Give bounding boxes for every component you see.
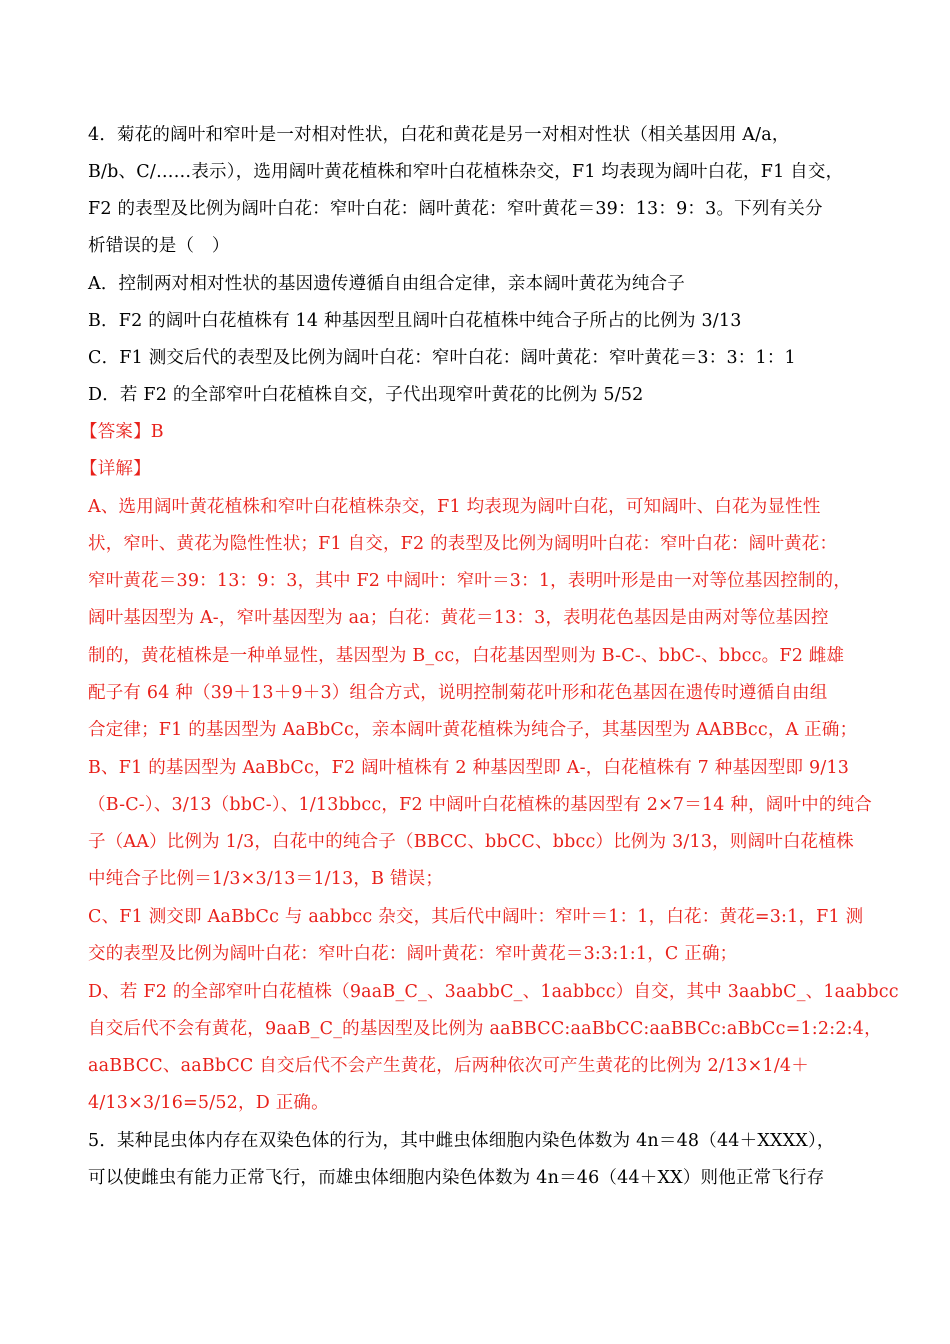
explanation-line: 配子有 64 种（39＋13＋9＋3）组合方式，说明控制菊花叶形和花色基因在遗传时遵循自由组	[88, 683, 828, 703]
explanation-line: （B-C-）、3/13（bbC-）、1/13bbcc，F2 中阔叶白花植株的基因型有 2×7＝14 种，阔叶中的纯合	[88, 795, 872, 815]
question-line: F2 的表型及比例为阔叶白花：窄叶白花：阔叶黄花：窄叶黄花＝39：13：9：3。下列有关分	[88, 199, 823, 219]
explanation-line: aaBBCC、aaBbCC 自交后代不会产生黄花，后两种依次可产生黄花的比例为 2/13×1/4＋	[88, 1056, 809, 1076]
explanation-line: 4/13×3/16=5/52，D 正确。	[88, 1093, 329, 1113]
explanation-line: 窄叶黄花＝39：13：9：3，其中 F2 中阔叶：窄叶＝3：1，表明叶形是由一对等位基因控制的，	[88, 571, 852, 591]
option-b: B．F2 的阔叶白花植株有 14 种基因型且阔叶白花植株中纯合子所占的比例为 3/13	[88, 311, 742, 331]
option-c: C．F1 测交后代的表型及比例为阔叶白花：窄叶白花：阔叶黄花：窄叶黄花＝3：3：1：1	[88, 348, 796, 368]
explanation-line: 子（AA）比例为 1/3，白花中的纯合子（BBCC、bbCC、bbcc）比例为 3/13，则阔叶白花植株	[88, 832, 854, 852]
explanation-line: 交的表型及比例为阔叶白花：窄叶白花：阔叶黄花：窄叶黄花＝3:3:1:1，C 正确；	[88, 944, 738, 964]
explanation-line: B、F1 的基因型为 AaBbCc，F2 阔叶植株有 2 种基因型即 A-，白花植株有 7 种基因型即 9/13	[88, 758, 850, 778]
explanation-line: 阔叶基因型为 A-，窄叶基因型为 aa；白花：黄花＝13：3，表明花色基因是由两对等位基因控	[88, 608, 829, 628]
question-line: B/b、C/……表示），选用阔叶黄花植株和窄叶白花植株杂交，F1 均表现为阔叶白花，F1 自交，	[88, 162, 844, 182]
explanation-line: C、F1 测交即 AaBbCc 与 aabbcc 杂交，其后代中阔叶：窄叶＝1：1，白花：黄花=3:1，F1 测	[88, 907, 864, 927]
question-line: 4．菊花的阔叶和窄叶是一对相对性状，白花和黄花是另一对相对性状（相关基因用 A/a，	[88, 125, 790, 145]
option-d: D．若 F2 的全部窄叶白花植株自交，子代出现窄叶黄花的比例为 5/52	[88, 385, 644, 405]
explanation-line: 自交后代不会有黄花，9aaB_C_的基因型及比例为 aaBBCC:aaBbCC:aaBBCc:aBbCc=1:2:2:4，	[88, 1019, 882, 1039]
explanation-line: 制的，黄花植株是一种单显性，基因型为 B_cc，白花基因型则为 B-C-、bbC-、bbcc。F2 雌雄	[88, 646, 845, 666]
explanation-line: 中纯合子比例＝1/3×3/13＝1/13，B 错误；	[88, 869, 444, 889]
explanation-line: 合定律；F1 的基因型为 AaBbCc，亲本阔叶黄花植株为纯合子，其基因型为 AABBcc，A 正确；	[88, 720, 858, 740]
question-line: 5．某种昆虫体内存在双染色体的行为，其中雌虫体细胞内染色体数为 4n＝48（44＋XXXX），	[88, 1131, 835, 1151]
explanation-line: D、若 F2 的全部窄叶白花植株（9aaB_C_、3aabbC_、1aabbcc）自交，其中 3aabbC_、1aabbcc	[88, 982, 899, 1002]
detail-heading: 【详解】	[80, 459, 151, 479]
explanation-line: 状，窄叶、黄花为隐性性状；F1 自交，F2 的表型及比例为阔明叶白花：窄叶白花：阔叶黄花：	[88, 534, 838, 554]
question-line: 析错误的是（ ）	[88, 236, 230, 256]
option-a: A．控制两对相对性状的基因遗传遵循自由组合定律，亲本阔叶黄花为纯合子	[88, 274, 685, 294]
explanation-line: A、选用阔叶黄花植株和窄叶白花植株杂交，F1 均表现为阔叶白花，可知阔叶、白花为显性性	[88, 497, 821, 517]
answer-label: 【答案】B	[80, 422, 164, 442]
question-line: 可以使雌虫有能力正常飞行，而雄虫体细胞内染色体数为 4n＝46（44＋XX）则他正常飞行存	[88, 1168, 825, 1188]
